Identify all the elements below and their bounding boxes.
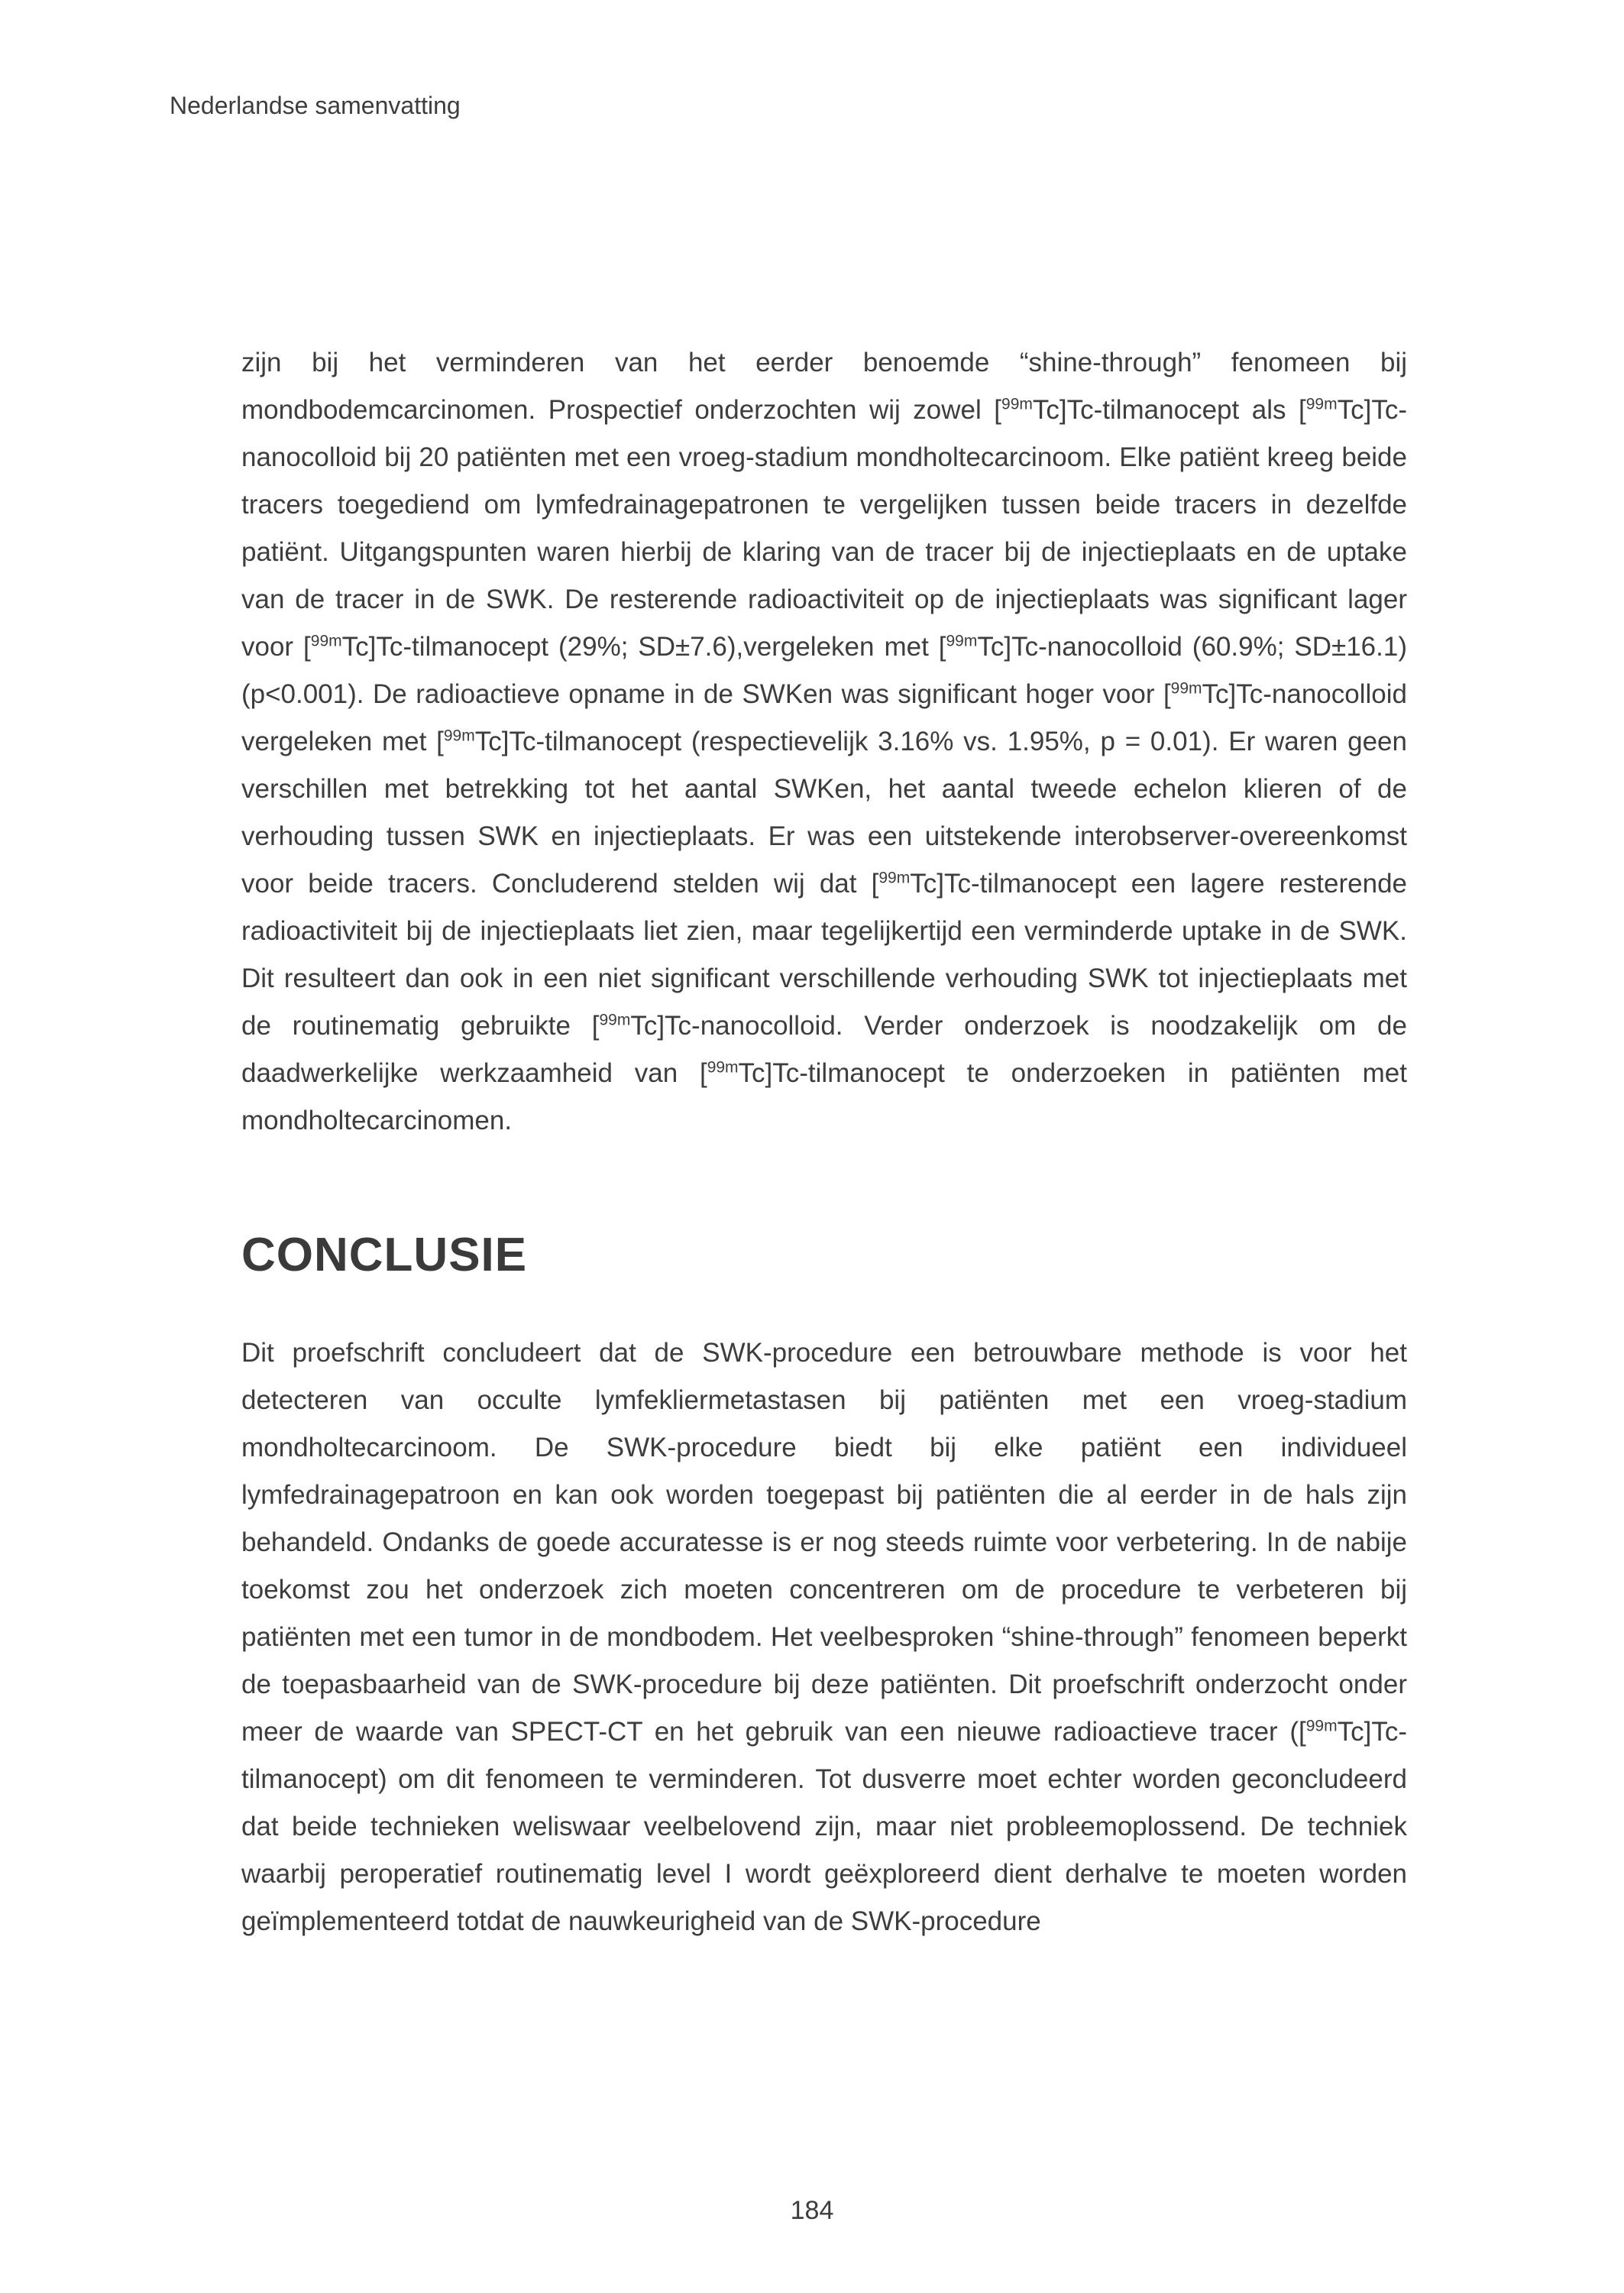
page-number: 184 [790,2196,834,2225]
summary-paragraph: zijn bij het verminderen van het eerder benoemde “shine-through” fenomeen bij mondbodemcarcinomen. Prospectief onderzochten wij zowel [$^{99m}$Tc]Tc-tilmanocept als [$^{99m}$Tc]Tc-nanocolloid bij 20 patiënten met een vroeg-stadium mondholtecarcinoom. Elke patiënt kreeg beide tracers toegediend om lymfedrainagepatronen te vergelijken tussen beide tracers in dezelfde patiënt. Uitgangspunten waren hierbij de klaring van de tracer bij de injectieplaats en de uptake van de tracer in de SWK. De resterende radioactiviteit op de injectieplaats was significant lager voor [$^{99m}$Tc]Tc-tilmanocept (29%; SD±7.6),vergeleken met [$^{99m}$Tc]Tc-nanocolloid (60.9%; SD±16.1) (p<0.001). De radioactieve opname in de SWKen was significant hoger voor [$^{99m}$Tc]Tc-nanocolloid vergeleken met [$^{99m}$Tc]Tc-tilmanocept (respectievelijk 3.16% vs. 1.95%, p = 0.01). Er waren geen verschillen met betrekking tot het aantal SWKen, het aantal tweede echelon klieren of de verhouding tussen SWK en injectieplaats. Er was een uitstekende interobserver-overeenkomst voor beide tracers. Concluderend stelden wij dat [$^{99m}$Tc]Tc-tilmanocept een lagere resterende radioactiviteit bij de injectieplaats liet zien, maar tegelijkertijd een verminderde uptake in de SWK. Dit resulteert dan ook in een niet significant verschillende verhouding SWK tot injectieplaats met de routinematig gebruikte [$^{99m}$Tc]Tc-nanocolloid. Verder onderzoek is noodzakelijk om de daadwerkelijke werkzaamheid van [$^{99m}$Tc]Tc-tilmanocept te onderzoeken in patiënten met mondholtecarcinomen. [241,348,1408,1135]
conclusion-paragraph: Dit proefschrift concludeert dat de SWK-procedure een betrouwbare methode is voor het detecteren van occulte lymfekliermetastasen bij patiënten met een vroeg-stadium mondholtecarcinoom. De SWK-procedure biedt bij elke patiënt een individueel lymfedrainagepatroon en kan ook worden toegepast bij patiënten die al eerder in de hals zijn behandeld. Ondanks de goede accuratesse is er nog steeds ruimte voor verbetering. In de nabije toekomst zou het onderzoek zich moeten concentreren om de procedure te verbeteren bij patiënten met een tumor in de mondbodem. Het veelbesproken “shine-through” fenomeen beperkt de toepasbaarheid van de SWK-procedure bij deze patiënten. Dit proefschrift onderzocht onder meer de waarde van SPECT-CT en het gebruik van een nieuwe radioactieve tracer ([$^{99m}$Tc]Tc-tilmanocept) om dit fenomeen te verminderen. Tot dusverre moet echter worden geconcludeerd dat beide technieken weliswaar veelbelovend zijn, maar niet probleemoplossend. De techniek waarbij peroperatief routinematig level I wordt geëxploreerd dient derhalve te moeten worden geïmplementeerd totdat de nauwkeurigheid van de SWK-procedure [241,1338,1407,1936]
page-content [241,339,1407,1945]
running-header: Nederlandse samenvatting [170,92,461,119]
section-heading-conclusie: CONCLUSIE [241,1229,528,1281]
